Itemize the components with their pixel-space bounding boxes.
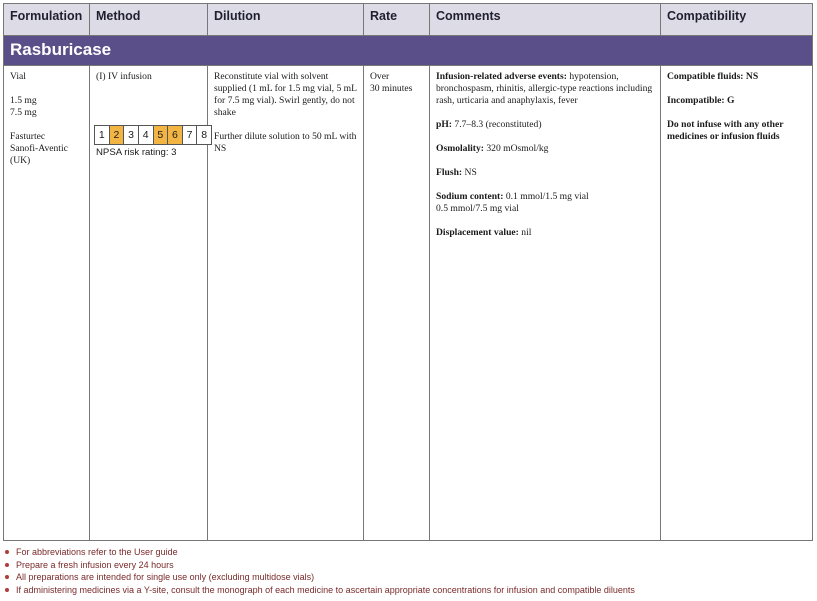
header-comments: Comments xyxy=(430,4,661,35)
comment-adverse-events xyxy=(436,71,654,107)
cell-method xyxy=(90,66,208,540)
cell-formulation xyxy=(4,66,90,540)
displacement-label: Displacement value: xyxy=(436,227,519,238)
formulation-brand xyxy=(10,131,83,167)
risk-score-4: 4 xyxy=(139,126,154,144)
strength-2: 7.5 mg xyxy=(10,107,37,118)
compat-fluids-label: Compatible fluids: xyxy=(667,71,744,82)
footnotes xyxy=(5,546,811,596)
flush-label: Flush: xyxy=(436,167,463,178)
cell-dilution xyxy=(208,66,364,540)
compat-fluids xyxy=(667,71,806,83)
sodium-label: Sodium content: xyxy=(436,191,504,202)
bullet-icon xyxy=(5,563,9,567)
strength-1: 1.5 mg xyxy=(10,95,37,106)
header-dilution: Dilution xyxy=(208,4,364,35)
header-method: Method xyxy=(90,4,208,35)
compat-warning: Do not infuse with any other medicines or infusion fluids xyxy=(667,119,784,142)
ph-value: 7.7–8.3 (reconstituted) xyxy=(452,119,542,130)
manufacturer: Sanofi-Aventic xyxy=(10,143,68,154)
rate-line-1: Over xyxy=(370,71,390,82)
compat-fluids-value: NS xyxy=(743,71,759,82)
rate-line-2: 30 minutes xyxy=(370,83,413,94)
table-header-row xyxy=(4,4,812,36)
method-route: (I) IV infusion xyxy=(96,71,152,82)
sodium-value-1: 0.1 mmol/1.5 mg vial xyxy=(503,191,589,202)
risk-score-3: 3 xyxy=(124,126,139,144)
bullet-icon xyxy=(5,550,9,554)
npsa-risk-label: NPSA risk rating: 3 xyxy=(96,147,177,158)
displacement-value: nil xyxy=(518,227,532,238)
brand-name: Fasturtec xyxy=(10,131,46,142)
osmolality-value: 320 mOsmol/kg xyxy=(483,143,549,154)
cell-rate xyxy=(364,66,430,540)
comment-displacement xyxy=(436,227,654,239)
manufacturer-country: (UK) xyxy=(10,155,31,166)
risk-score-6: 6 xyxy=(168,126,183,144)
adverse-text: hypotension, bronchospasm, rhinitis, allergic-type reactions including rash, urticaria and anaphylaxis, fever xyxy=(436,71,653,106)
header-formulation: Formulation xyxy=(4,4,90,35)
formulation-strengths xyxy=(10,95,83,119)
footnote-item xyxy=(5,571,811,584)
ph-label: pH: xyxy=(436,119,452,130)
footnote-text: Prepare a fresh infusion every 24 hours xyxy=(16,559,174,570)
comment-sodium xyxy=(436,191,654,215)
risk-score-5: 5 xyxy=(154,126,169,144)
formulation-type: Vial xyxy=(10,71,26,82)
risk-scale xyxy=(94,125,212,145)
sodium-value-2: 0.5 mmol/7.5 mg vial xyxy=(436,203,519,214)
footnote-text: For abbreviations refer to the User guide xyxy=(16,547,178,557)
comment-ph xyxy=(436,119,654,131)
risk-score-1: 1 xyxy=(95,126,110,144)
incompatible-value: G xyxy=(724,95,735,106)
bullet-icon xyxy=(5,588,9,592)
risk-score-2: 2 xyxy=(110,126,125,144)
footnote-item xyxy=(5,559,811,572)
dilution-step-1: Reconstitute vial with solvent supplied (1 mL for 1.5 mg vial, 5 mL for 7.5 mg vial). Swirl gently, do not shake xyxy=(214,71,357,118)
bullet-icon xyxy=(5,575,9,579)
comment-osmolality xyxy=(436,143,654,155)
risk-score-7: 7 xyxy=(183,126,198,144)
risk-score-8: 8 xyxy=(197,126,211,144)
comment-flush xyxy=(436,167,654,179)
header-rate: Rate xyxy=(364,4,430,35)
footnote-item xyxy=(5,546,811,559)
drug-row xyxy=(4,66,812,540)
header-compatibility: Compatibility xyxy=(667,9,747,23)
osmolality-label: Osmolality: xyxy=(436,143,484,154)
monograph-table xyxy=(3,3,813,541)
flush-value: NS xyxy=(462,167,477,178)
drug-title-band xyxy=(4,36,812,66)
cell-comments xyxy=(430,66,661,540)
incompatible-label: Incompatible: xyxy=(667,95,725,106)
footnote-text: All preparations are intended for single use only (excluding multidose vials) xyxy=(16,572,315,582)
footnote-item xyxy=(5,584,811,597)
cell-compatibility xyxy=(661,66,812,540)
dilution-step-2: Further dilute solution to 50 mL with NS xyxy=(214,131,357,154)
compat-incompatible xyxy=(667,95,806,107)
footnote-text: If administering medicines via a Y-site, consult the monograph of each medicine to ascertain appropriate concentrations for infusion and compatible diluents xyxy=(16,584,635,595)
adverse-label: Infusion-related adverse events: xyxy=(436,71,567,82)
drug-name: Rasburicase xyxy=(10,40,112,59)
